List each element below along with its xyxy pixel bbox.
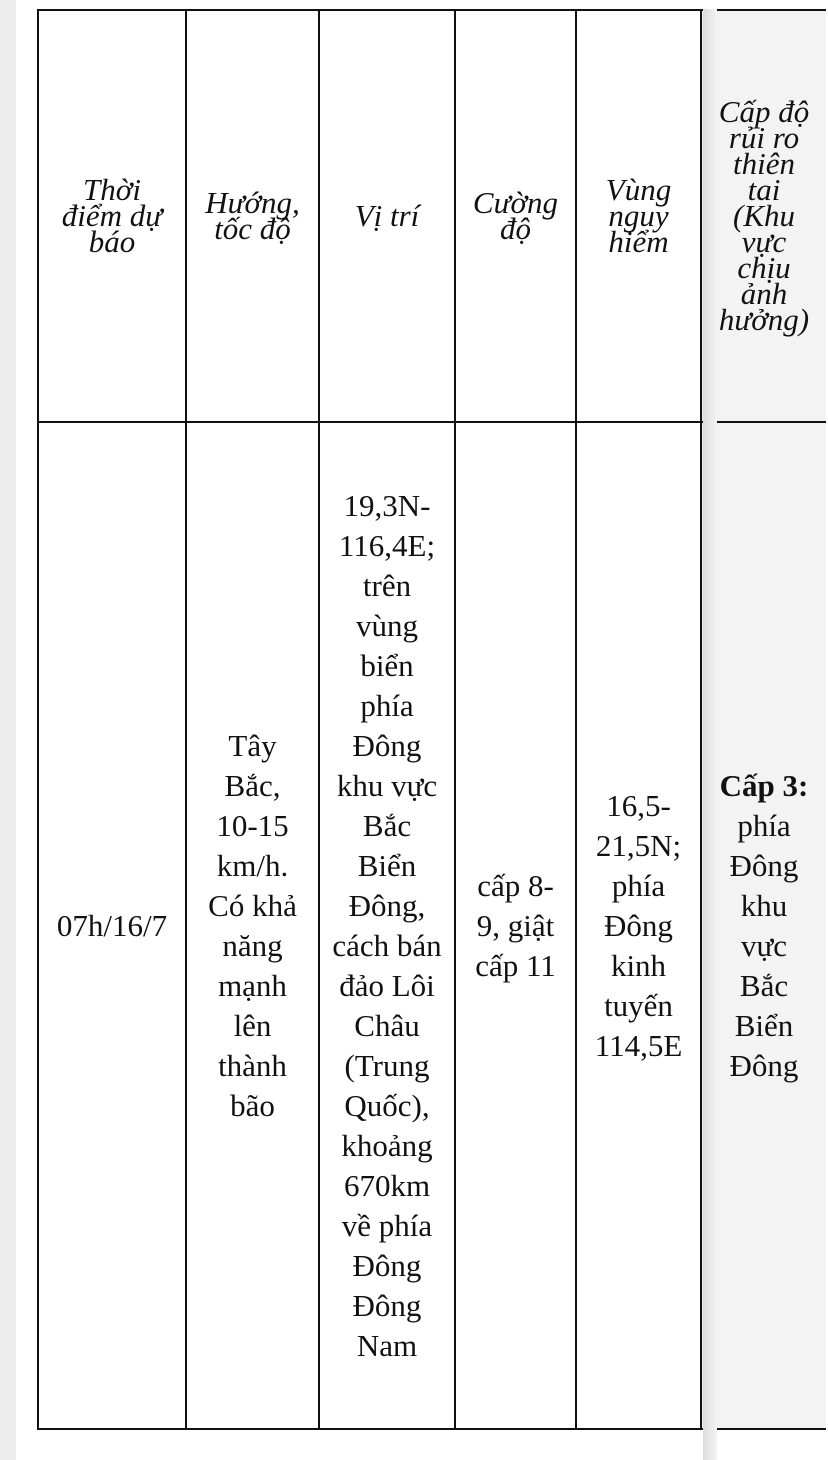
risk-level-label: Cấp 3: xyxy=(719,767,809,803)
cell-direction-speed: Tây Bắc, 10-15 km/h. Có khả năng mạnh lên thành bão xyxy=(186,422,319,1429)
storm-forecast-table xyxy=(37,9,826,1430)
header-row xyxy=(38,10,826,422)
header-intensity: Cường độ xyxy=(455,10,576,422)
cell-forecast-time: 07h/16/7 xyxy=(38,422,186,1429)
cell-danger-zone: 16,5-21,5N; phía Đông kinh tuyến 114,5E xyxy=(576,422,701,1429)
cell-intensity: cấp 8-9, giật cấp 11 xyxy=(455,422,576,1429)
header-direction-speed: Hướng, tốc độ xyxy=(186,10,319,422)
header-danger-zone: Vùng nguy hiểm xyxy=(576,10,701,422)
header-forecast-time: Thời điểm dự báo xyxy=(38,10,186,422)
table-row xyxy=(38,422,826,1429)
cell-risk-level xyxy=(701,422,826,1429)
risk-area: phía Đông khu vực Bắc Biển Đông xyxy=(729,807,799,1083)
header-risk-level: Cấp độ rủi ro thiên tai (Khu vực chịu ảnh hưởng) xyxy=(701,10,826,422)
cell-position: 19,3N-116,4E; trên vùng biển phía Đông khu vực Bắc Biển Đông, cách bán đảo Lôi Châu (Trung Quốc), khoảng 670km về phía Đông Đông Nam xyxy=(319,422,455,1429)
page-margin xyxy=(0,0,16,1460)
header-position: Vị trí xyxy=(319,10,455,422)
